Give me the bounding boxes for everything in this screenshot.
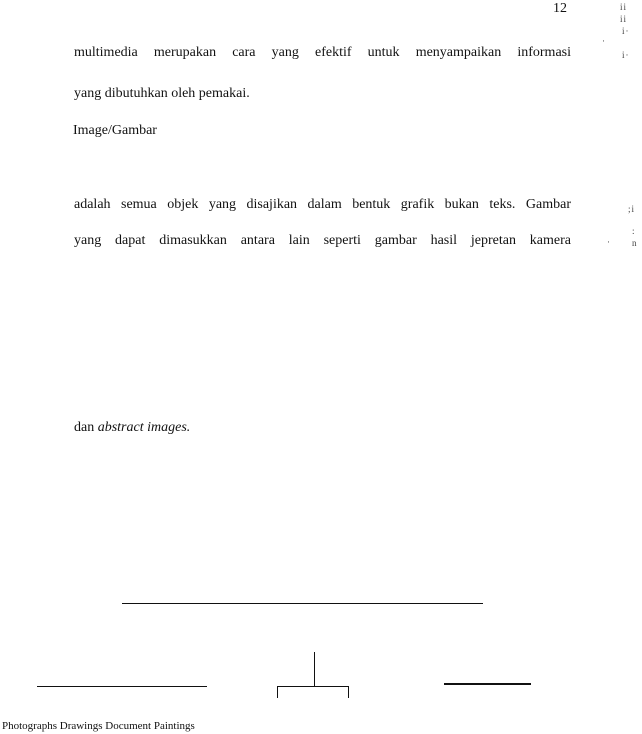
diagram-branch-left — [277, 686, 278, 698]
paragraph-3 — [74, 420, 190, 436]
diagram-caption: Photographs Drawings Document Paintings — [2, 720, 195, 732]
margin-artifact: · — [602, 36, 606, 46]
margin-artifact: : — [632, 226, 636, 236]
paragraph-1-line-2: yang dibutuhkan oleh pemakai. — [74, 86, 250, 101]
page-number: 12 — [553, 1, 567, 16]
margin-artifact: ;i — [628, 204, 636, 214]
section-heading: Image/Gambar — [73, 123, 157, 138]
diagram-right-line — [444, 683, 531, 685]
paragraph-3-prefix: dan — [74, 420, 98, 435]
paragraph-3-italic-term: abstract images. — [97, 420, 191, 435]
diagram-branch-right — [348, 686, 349, 698]
margin-artifact: i· — [622, 50, 630, 60]
margin-artifact: ii — [620, 2, 628, 12]
margin-artifact: n — [632, 238, 638, 248]
paragraph-2-line-1: adalah semua objek yang disajikan dalam bentuk grafik bukan teks. Gambar — [74, 197, 571, 212]
margin-artifact: i· — [622, 26, 630, 36]
diagram-branch-line — [277, 686, 349, 687]
paragraph-1-line-1: multimedia merupakan cara yang efektif untuk menyampaikan informasi — [74, 45, 571, 60]
margin-artifact: · — [607, 237, 611, 247]
paragraph-2-line-2: yang dapat dimasukkan antara lain seperti gambar hasil jepretan kamera — [74, 233, 571, 248]
margin-artifact: ii — [620, 14, 628, 24]
diagram-top-line — [122, 603, 483, 604]
diagram-left-line — [37, 686, 207, 687]
diagram-stem — [314, 652, 315, 686]
